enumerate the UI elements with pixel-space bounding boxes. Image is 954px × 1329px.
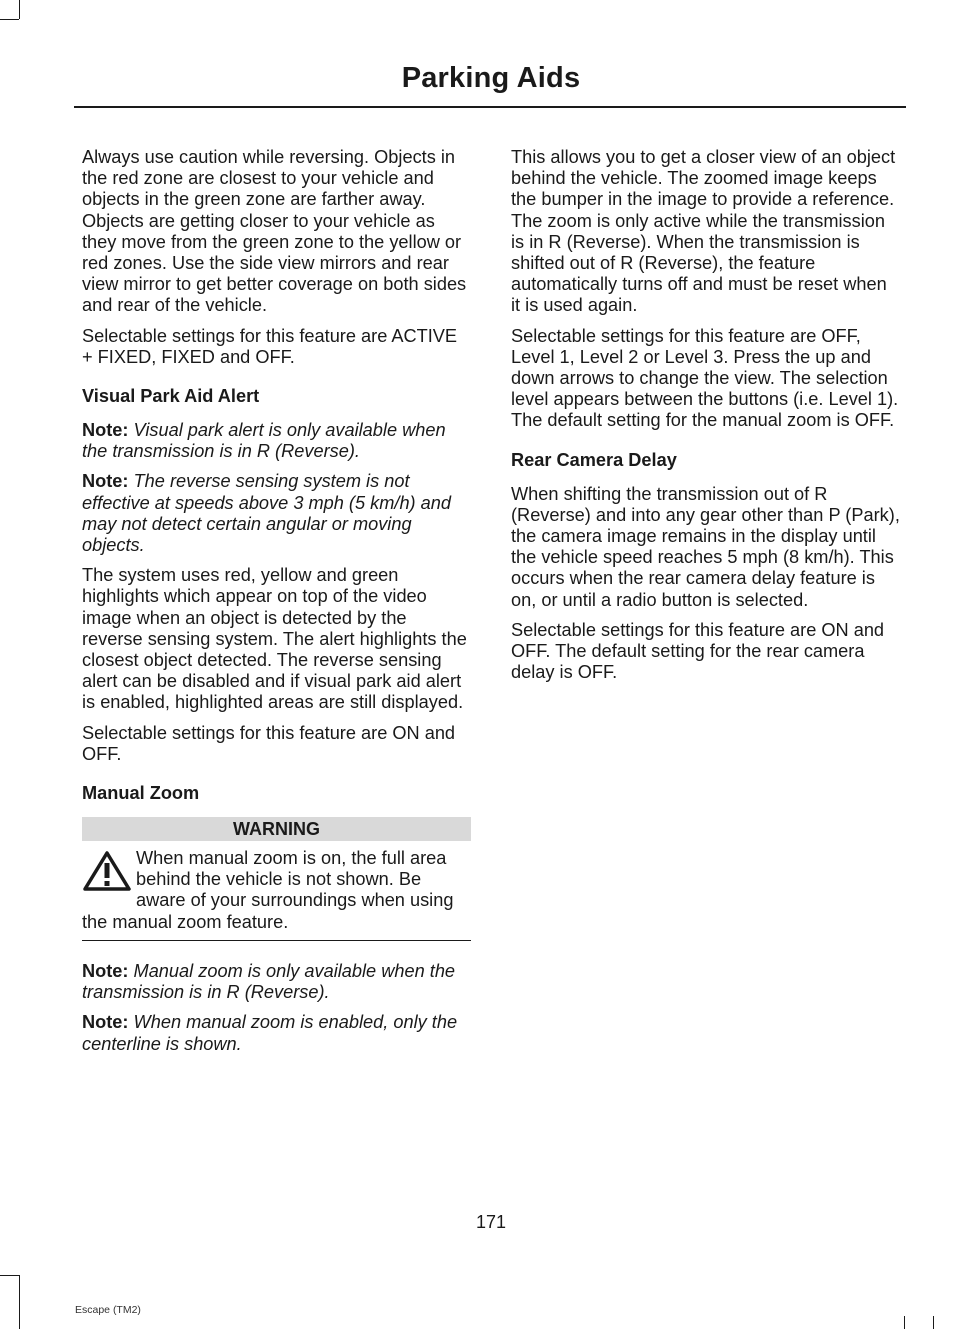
footer-model-label: Escape (TM2) <box>75 1304 141 1316</box>
section-heading-manual-zoom: Manual Zoom <box>82 783 200 804</box>
section-heading-visual-park-aid-alert: Visual Park Aid Alert <box>82 386 260 407</box>
left-column <box>82 147 471 1064</box>
note-visual-park-alert <box>82 420 471 462</box>
warning-rule <box>82 940 471 941</box>
warning-triangle-icon <box>82 850 132 892</box>
page-title: Parking Aids <box>401 62 581 94</box>
note-manual-zoom-centerline <box>82 1012 471 1054</box>
note-manual-zoom-availability <box>82 961 471 1003</box>
note-label: Note: <box>82 1012 129 1033</box>
page-number: 171 <box>475 1212 507 1232</box>
note-text: When manual zoom is enabled, only the centerline is shown. <box>82 1012 458 1054</box>
camera-delay-settings-paragraph: Selectable settings for this feature are ON and OFF. The default setting for the rear camera delay is OFF. <box>511 619 885 683</box>
warning-header: WARNING <box>82 817 471 841</box>
crop-mark-bottom-left-vertical <box>19 1275 20 1329</box>
highlights-paragraph: The system uses red, yellow and green highlights which appear on top of the video image when an object is detected by the reverse sensing system. The alert highlights the closest object detected. The reverse sensing alert can be disabled and if visual park aid alert is enabled, highlighted areas are still displayed. <box>82 565 467 713</box>
crop-mark-bottom-left-horizontal <box>0 1275 19 1276</box>
note-label: Note: <box>82 471 129 492</box>
warning-text: When manual zoom is on, the full area behind the vehicle is not shown. Be aware of your surroundings when using the manual zoom feature. <box>82 848 454 932</box>
crop-mark-top-left-horizontal <box>0 19 19 20</box>
zoom-description-paragraph: This allows you to get a closer view of an object behind the vehicle. The zoomed image keeps the bumper in the image to provide a reference. The zoom is only active while the transmission is in R (Reverse). When the transmission is shifted out of R (Reverse), the feature automatically turns off and must be reset when it is used again. <box>511 147 896 316</box>
note-text: Visual park alert is only available when the transmission is in R (Reverse). <box>82 420 446 462</box>
section-heading-rear-camera-delay: Rear Camera Delay <box>511 449 677 470</box>
zoom-settings-paragraph: Selectable settings for this feature are OFF, Level 1, Level 2 or Level 3. Press the up and down arrows to change the view. The selection level appears between the buttons (i.e. Level 1). The default setting for the manual zoom is OFF. <box>511 325 899 431</box>
settings-paragraph: Selectable settings for this feature are ON and OFF. <box>82 722 456 764</box>
title-rule <box>74 106 906 108</box>
note-label: Note: <box>82 960 129 981</box>
crop-mark-bottom-right-vertical-a <box>904 1316 905 1329</box>
right-column <box>511 147 900 692</box>
camera-delay-paragraph: When shifting the transmission out of R (Reverse) and into any gear other than P (Park), the camera image remains in the display until the vehicle speed reaches 5 mph (8 km/h). This occurs when the rear camera delay feature is on, or until a radio button is selected. <box>511 483 900 610</box>
intro-paragraph: Always use caution while reversing. Objects in the red zone are closest to your vehicle and objects in the green zone are farther away. Objects are getting closer to your vehicle as they move from the green zone to the yellow or red zones. Use the side view mirrors and rear view mirror to get better coverage on both sides and rear of the vehicle. <box>82 147 467 316</box>
note-reverse-sensing <box>82 471 471 556</box>
warning-body <box>82 848 471 933</box>
note-text: The reverse sensing system is not effective at speeds above 3 mph (5 km/h) and may not detect certain angular or moving objects. <box>82 471 452 556</box>
crop-mark-bottom-right-vertical-b <box>933 1316 934 1329</box>
note-label: Note: <box>82 420 129 441</box>
note-text: Manual zoom is only available when the transmission is in R (Reverse). <box>82 960 456 1003</box>
settings-paragraph: Selectable settings for this feature are ACTIVE + FIXED, FIXED and OFF. <box>82 325 458 367</box>
crop-mark-top-left-vertical <box>19 0 20 19</box>
